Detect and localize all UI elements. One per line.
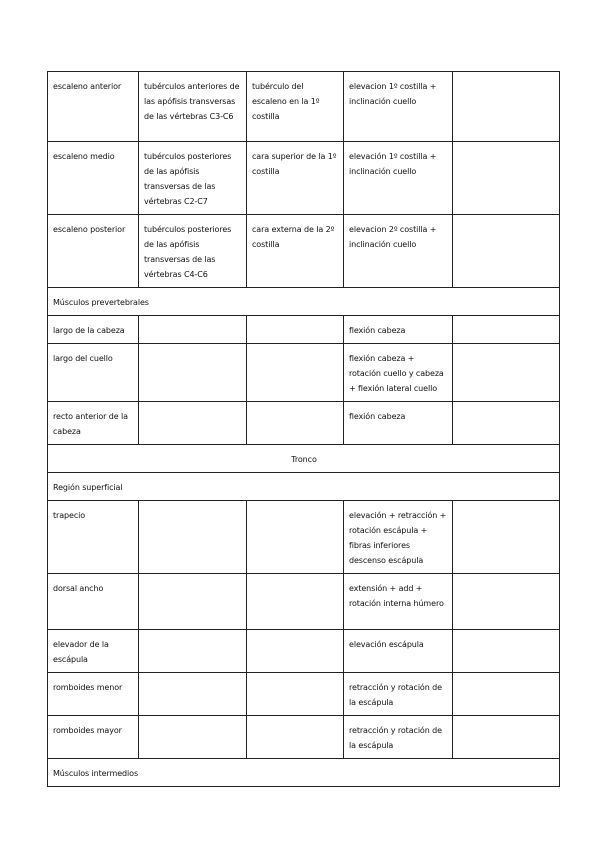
muscle-origin bbox=[139, 716, 247, 759]
table-row bbox=[48, 574, 560, 630]
muscle-name: romboides mayor bbox=[48, 716, 139, 759]
muscle-insertion bbox=[247, 344, 344, 402]
muscle-origin bbox=[139, 402, 247, 445]
muscle-insertion bbox=[247, 716, 344, 759]
muscle-insertion bbox=[247, 316, 344, 344]
muscle-action: elevación + retracción + rotación escápula + fibras inferiores descenso escápula bbox=[344, 501, 453, 574]
muscle-name: largo del cuello bbox=[48, 344, 139, 402]
muscle-action: extensión + add + rotación interna húmero bbox=[344, 574, 453, 630]
muscle-name: largo de la cabeza bbox=[48, 316, 139, 344]
table-row bbox=[48, 501, 560, 574]
table-row bbox=[48, 716, 560, 759]
muscle-table bbox=[47, 71, 560, 787]
muscle-action: retracción y rotación de la escápula bbox=[344, 716, 453, 759]
muscle-insertion: tubérculo del escaleno en la 1º costilla bbox=[247, 72, 344, 142]
muscle-notes bbox=[453, 673, 560, 716]
table-row bbox=[48, 344, 560, 402]
muscle-notes bbox=[453, 215, 560, 288]
section-label: Región superficial bbox=[48, 473, 560, 501]
muscle-notes bbox=[453, 72, 560, 142]
muscle-origin bbox=[139, 501, 247, 574]
table-row bbox=[48, 142, 560, 215]
muscle-action: retracción y rotación de la escápula bbox=[344, 673, 453, 716]
section-row bbox=[48, 288, 560, 316]
heading-row bbox=[48, 445, 560, 473]
muscle-insertion: cara externa de la 2º costilla bbox=[247, 215, 344, 288]
muscle-name: dorsal ancho bbox=[48, 574, 139, 630]
muscle-action: elevacion 1º costilla + inclinación cuello bbox=[344, 72, 453, 142]
muscle-insertion bbox=[247, 402, 344, 445]
muscle-notes bbox=[453, 402, 560, 445]
muscle-notes bbox=[453, 142, 560, 215]
section-label: Músculos prevertebrales bbox=[48, 288, 560, 316]
muscle-origin bbox=[139, 316, 247, 344]
muscle-name: elevador de la escápula bbox=[48, 630, 139, 673]
muscle-notes bbox=[453, 316, 560, 344]
muscle-notes bbox=[453, 501, 560, 574]
muscle-origin: tubérculos anteriores de las apófisis transversas de las vértebras C3-C6 bbox=[139, 72, 247, 142]
muscle-origin bbox=[139, 574, 247, 630]
table-row bbox=[48, 630, 560, 673]
muscle-name: trapecio bbox=[48, 501, 139, 574]
table-row bbox=[48, 215, 560, 288]
muscle-action: elevación escápula bbox=[344, 630, 453, 673]
muscle-action: elevación 1º costilla + inclinación cuello bbox=[344, 142, 453, 215]
table-row bbox=[48, 316, 560, 344]
muscle-insertion bbox=[247, 574, 344, 630]
muscle-action: flexión cabeza bbox=[344, 316, 453, 344]
muscle-notes bbox=[453, 716, 560, 759]
section-row bbox=[48, 759, 560, 787]
muscle-action: flexión cabeza + rotación cuello y cabeza + flexión lateral cuello bbox=[344, 344, 453, 402]
muscle-action: elevacion 2º costilla + inclinación cuello bbox=[344, 215, 453, 288]
muscle-origin bbox=[139, 344, 247, 402]
muscle-insertion bbox=[247, 630, 344, 673]
muscle-insertion bbox=[247, 673, 344, 716]
muscle-insertion: cara superior de la 1º costilla bbox=[247, 142, 344, 215]
muscle-origin bbox=[139, 630, 247, 673]
muscle-action: flexión cabeza bbox=[344, 402, 453, 445]
muscle-origin bbox=[139, 673, 247, 716]
table-row bbox=[48, 72, 560, 142]
muscle-insertion bbox=[247, 501, 344, 574]
table-row bbox=[48, 673, 560, 716]
muscle-origin: tubérculos posteriores de las apófisis transversas de las vértebras C2-C7 bbox=[139, 142, 247, 215]
muscle-origin: tubérculos posteriores de las apófisis transversas de las vértebras C4-C6 bbox=[139, 215, 247, 288]
muscle-name: escaleno posterior bbox=[48, 215, 139, 288]
muscle-name: escaleno anterior bbox=[48, 72, 139, 142]
section-label: Músculos intermedios bbox=[48, 759, 560, 787]
muscle-notes bbox=[453, 630, 560, 673]
muscle-name: romboides menor bbox=[48, 673, 139, 716]
table-row bbox=[48, 402, 560, 445]
muscle-notes bbox=[453, 574, 560, 630]
muscle-name: recto anterior de la cabeza bbox=[48, 402, 139, 445]
muscle-name: escaleno medio bbox=[48, 142, 139, 215]
section-row bbox=[48, 473, 560, 501]
region-heading: Tronco bbox=[48, 445, 560, 473]
muscle-notes bbox=[453, 344, 560, 402]
